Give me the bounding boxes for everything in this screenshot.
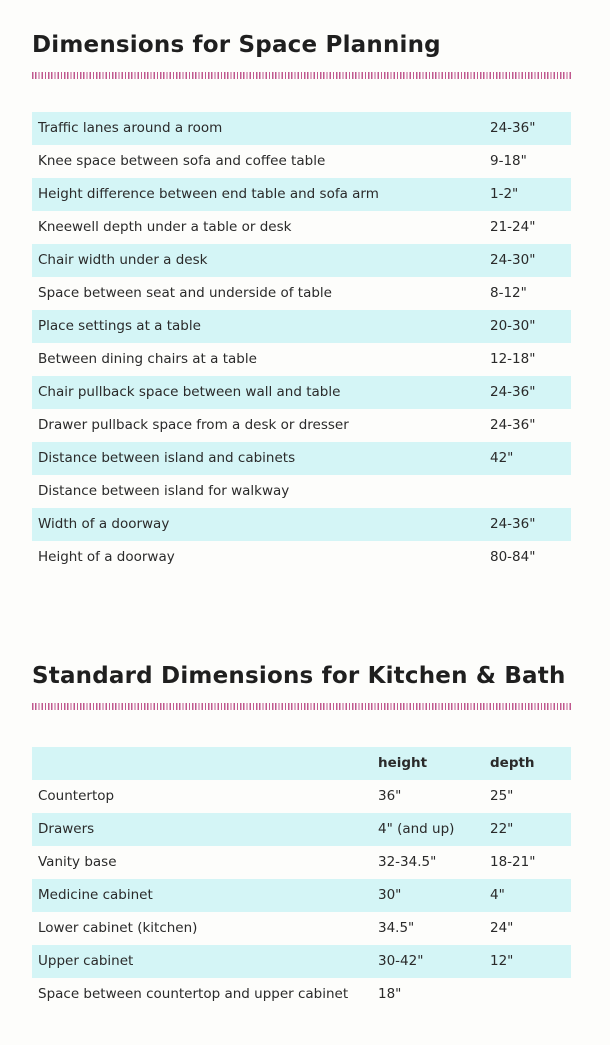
table-row — [32, 780, 571, 813]
row-value: 12-18" — [490, 351, 536, 367]
table-row — [32, 912, 571, 945]
column-header-depth: depth — [490, 755, 535, 771]
row-label: Countertop — [38, 788, 115, 804]
table-row — [32, 310, 571, 343]
table-row — [32, 145, 571, 178]
kitchen-bath-title: Standard Dimensions for Kitchen & Bath — [32, 663, 566, 689]
row-value: 80-84" — [490, 549, 536, 565]
table-row — [32, 343, 571, 376]
row-height: 30-42" — [378, 953, 424, 969]
row-height: 36" — [378, 788, 402, 804]
row-label: Place settings at a table — [38, 318, 201, 334]
row-height: 34.5" — [378, 920, 415, 936]
row-label: Chair pullback space between wall and table — [38, 384, 341, 400]
table-row — [32, 277, 571, 310]
row-label: Height of a doorway — [38, 549, 175, 565]
row-height: 4" (and up) — [378, 821, 455, 837]
table-row — [32, 879, 571, 912]
row-value: 20-30" — [490, 318, 536, 334]
row-label: Chair width under a desk — [38, 252, 208, 268]
row-label: Lower cabinet (kitchen) — [38, 920, 198, 936]
table-row — [32, 442, 571, 475]
row-label: Between dining chairs at a table — [38, 351, 257, 367]
row-height: 30" — [378, 887, 402, 903]
table-row — [32, 813, 571, 846]
column-header-height: height — [378, 755, 428, 771]
row-depth: 22" — [490, 821, 514, 837]
row-label: Drawer pullback space from a desk or dresser — [38, 417, 349, 433]
row-value: 9-18" — [490, 153, 527, 169]
row-value: 1-2" — [490, 186, 519, 202]
row-label: Kneewell depth under a table or desk — [38, 219, 292, 235]
row-value: 24-36" — [490, 120, 536, 136]
row-depth: 4" — [490, 887, 505, 903]
table-row — [32, 475, 571, 508]
kitchen-bath-section-header — [32, 663, 572, 710]
row-value: 24-36" — [490, 384, 536, 400]
row-label: Drawers — [38, 821, 95, 837]
row-value: 24-36" — [490, 516, 536, 532]
row-value: 24-36" — [490, 417, 536, 433]
table-row — [32, 376, 571, 409]
table-row — [32, 112, 571, 145]
row-depth: 24" — [490, 920, 514, 936]
row-label: Traffic lanes around a room — [38, 120, 223, 136]
row-label: Height difference between end table and sofa arm — [38, 186, 379, 202]
row-value: 21-24" — [490, 219, 536, 235]
row-label: Width of a doorway — [38, 516, 170, 532]
row-label: Vanity base — [38, 854, 117, 870]
row-label: Space between countertop and upper cabinet — [38, 986, 349, 1002]
table-row — [32, 409, 571, 442]
table-row — [32, 211, 571, 244]
row-label: Distance between island and cabinets — [38, 450, 296, 466]
table-row — [32, 541, 571, 574]
table-row — [32, 978, 571, 1011]
row-label: Distance between island for walkway — [38, 483, 290, 499]
row-height: 32-34.5" — [378, 854, 437, 870]
decorative-divider — [32, 72, 572, 79]
row-depth: 12" — [490, 953, 514, 969]
kitchen-bath-table — [32, 747, 571, 1011]
row-label: Knee space between sofa and coffee table — [38, 153, 326, 169]
space-planning-table — [32, 112, 571, 574]
space-planning-section-header — [32, 32, 572, 79]
table-row — [32, 846, 571, 879]
table-row — [32, 244, 571, 277]
row-value: 8-12" — [490, 285, 527, 301]
row-depth: 18-21" — [490, 854, 536, 870]
space-planning-title: Dimensions for Space Planning — [32, 32, 441, 58]
table-row — [32, 945, 571, 978]
row-value: 42" — [490, 450, 514, 466]
row-value: 24-30" — [490, 252, 536, 268]
table-row — [32, 508, 571, 541]
row-label: Upper cabinet — [38, 953, 134, 969]
row-label: Space between seat and underside of table — [38, 285, 332, 301]
table-row — [32, 178, 571, 211]
row-depth: 25" — [490, 788, 514, 804]
decorative-divider — [32, 703, 572, 710]
row-label: Medicine cabinet — [38, 887, 153, 903]
table-header-row — [32, 747, 571, 780]
row-height: 18" — [378, 986, 402, 1002]
